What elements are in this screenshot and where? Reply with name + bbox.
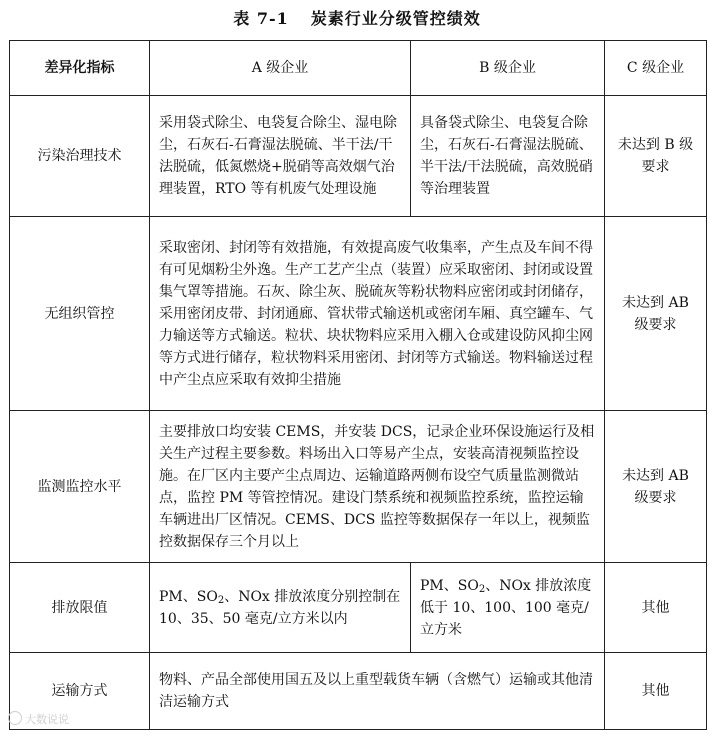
grade-c-cell: 其他: [605, 653, 707, 730]
table-number: 表 7-1: [233, 9, 289, 28]
watermark: [8, 711, 69, 727]
grade-a-cell: 采用袋式除尘、电袋复合除尘、湿电除尘，石灰石-石膏湿法脱硫、半干法/干法脱硫，低氮燃烧+脱硝等高效烟气治理装置，RTO 等有机废气处理设施: [150, 96, 411, 217]
table-row: [10, 653, 707, 730]
subscript: 2: [478, 583, 486, 595]
limit-text-post: 、NOx 排放浓度分别控制在 10、35、50 毫克/立方米以内: [159, 588, 401, 627]
watermark-logo-icon: [8, 711, 22, 725]
row-label: 污染治理技术: [10, 96, 150, 217]
table-caption: 炭素行业分级管控绩效: [310, 9, 481, 28]
grade-b-cell: [411, 563, 605, 653]
limit-text-pre: PM、SO: [159, 588, 218, 605]
table-row: [10, 217, 707, 411]
grade-c-cell: 未达到 B 级要求: [605, 96, 707, 217]
table-title: [0, 6, 714, 29]
grade-c-cell: 未达到 AB 级要求: [605, 217, 707, 411]
header-grade-a: A 级企业: [150, 41, 411, 96]
grade-b-cell: 具备袋式除尘、电袋复合除尘，石灰石-石膏湿法脱硫、半干法/干法脱硫，高效脱硝等治理装置: [411, 96, 605, 217]
grade-ab-cell: 采取密闭、封闭等有效措施，有效提高废气收集率，产生点及车间不得有可见烟粉尘外逸。生产工艺产尘点（装置）应采取密闭、封闭或设置集气罩等措施。石灰、除尘灰、脱硫灰等粉状物料应密闭或封闭储存，采用密闭皮带、封闭通廊、管状带式输送机或密闭车厢、真空罐车、气力输送等方式输送。粒状、块状物料应采用入棚入仓或建设防风抑尘网等方式进行储存，粒状物料采用密闭、封闭等方式输送。物料输送过程中产尘点应采取有效抑尘措施: [150, 217, 605, 411]
grade-ab-cell: 物料、产品全部使用国五及以上重型载货车辆（含燃气）运输或其他清洁运输方式: [150, 653, 605, 730]
row-label: 运输方式: [10, 653, 150, 730]
header-grade-c: C 级企业: [605, 41, 707, 96]
table-row: [10, 411, 707, 563]
row-label: 排放限值: [10, 563, 150, 653]
row-label: 监测监控水平: [10, 411, 150, 563]
header-indicator: 差异化指标: [10, 41, 150, 96]
grade-c-cell: 未达到 AB 级要求: [605, 411, 707, 563]
grade-a-cell: [150, 563, 411, 653]
table-header-row: [10, 41, 707, 96]
performance-table: [9, 40, 707, 730]
limit-text-post: 、NOx 排放浓度低于 10、100、100 毫克/立方米: [420, 577, 592, 638]
header-grade-b: B 级企业: [411, 41, 605, 96]
table-row: [10, 563, 707, 653]
limit-text-pre: PM、SO: [420, 577, 479, 594]
grade-ab-cell: 主要排放口均安装 CEMS，并安装 DCS，记录企业环保设施运行及相关生产过程主要参数。料场出入口等易产尘点，安装高清视频监控设施。在厂区内主要产尘点周边、运输道路两侧布设空气质量监测微站点，监控 PM 等管控情况。建设门禁系统和视频监控系统，监控运输车辆进出厂区情况。CEMS、DCS 监控等数据保存一年以上，视频监控数据保存三个月以上: [150, 411, 605, 563]
watermark-text: 大数说说: [25, 713, 69, 726]
row-label: 无组织管控: [10, 217, 150, 411]
subscript: 2: [217, 594, 225, 606]
table-row: [10, 96, 707, 217]
grade-c-cell: 其他: [605, 563, 707, 653]
